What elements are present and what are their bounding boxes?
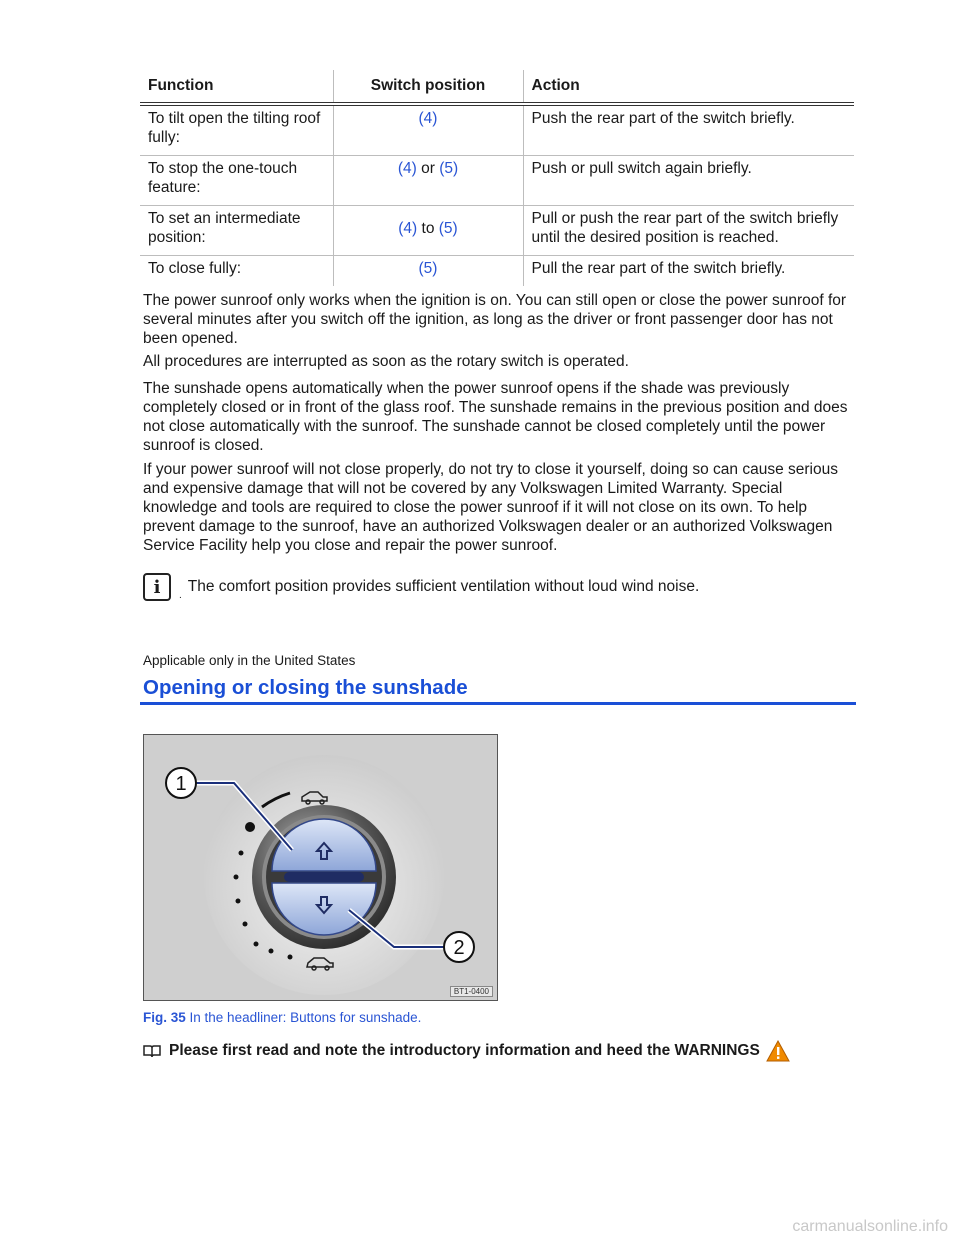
header-action: Action	[523, 70, 854, 104]
position-join: or	[416, 160, 440, 177]
cell-switch-position	[333, 256, 523, 287]
position-link[interactable]: (5)	[418, 260, 438, 277]
position-link[interactable]: (4)	[398, 219, 418, 237]
book-icon	[143, 1044, 161, 1058]
figure-caption-label: Fig. 35	[143, 1010, 186, 1025]
paragraph-sunshade: The sunshade opens automatically when the power sunroof opens if the shade was previously completely closed or in front of the glass roof. The sunshade remains in the previous position and does not close automatically with the sunroof. The sunshade cannot be closed completely until the power sunroof is closed.	[143, 380, 848, 454]
table-header-row	[140, 70, 854, 104]
figure-sunshade-buttons	[143, 734, 498, 1001]
switch-position-table	[140, 70, 854, 286]
paragraph-warranty: If your power sunroof will not close properly, do not try to close it yourself, doing so can cause serious and expensive damage that will not be covered by any Volkswagen Limited Warranty. Special knowledge and tools are required to close the power sunroof if it will not close on its own. To help prevent damage to the sunroof, have an authorized Volkswagen dealer or an authorized Volkswagen Service Facility help you close and repair the power sunroof.	[143, 461, 838, 554]
note-block	[143, 573, 699, 601]
cell-function: To close fully:	[148, 260, 242, 277]
position-link[interactable]: (4)	[397, 160, 417, 177]
cell-switch-position	[333, 206, 523, 256]
sunshade-switch-illustration	[144, 735, 497, 1000]
warning-triangle-icon[interactable]	[766, 1040, 790, 1062]
table-row	[140, 206, 854, 256]
position-join: to	[417, 219, 439, 237]
note-text: The comfort position provides sufficient ventilation without loud wind noise.	[187, 578, 700, 595]
button-divider	[284, 872, 364, 882]
cell-action: Push or pull switch again briefly.	[523, 156, 854, 206]
applicability-label: Applicable only in the United States	[143, 653, 356, 668]
header-switch-position: Switch position	[333, 70, 523, 104]
table-row	[140, 156, 854, 206]
cell-switch-position	[333, 104, 523, 156]
table-row	[140, 256, 854, 287]
cell-action: Pull or push the rear part of the switch briefly until the desired position is reached.	[523, 206, 854, 256]
cell-function: To set an intermediate position:	[140, 206, 333, 256]
position-link[interactable]: (4)	[418, 110, 438, 127]
callout-label-2: 2	[453, 937, 465, 959]
figure-caption-text: In the headliner: Buttons for sunshade.	[189, 1010, 422, 1025]
cell-function: To stop the one-touch feature:	[140, 156, 333, 206]
paragraph-interrupted: All procedures are interrupted as soon as the rotary switch is operated.	[143, 353, 629, 370]
callout-label-1: 1	[175, 773, 187, 795]
title-underline	[140, 702, 856, 705]
table-row	[140, 104, 854, 156]
position-link[interactable]: (5)	[439, 160, 459, 177]
site-watermark: carmanualsonline.info	[792, 1218, 948, 1235]
paragraph-ignition: The power sunroof only works when the ignition is on. You can still open or close the power sunroof for several minutes after you switch off the ignition, as long as the driver or front passenger door has not been opened.	[143, 292, 847, 347]
section-title: Opening or closing the sunshade	[143, 676, 468, 699]
figure-id: BT1-0400	[450, 986, 493, 997]
cell-switch-position	[333, 156, 523, 206]
figure-caption	[143, 1010, 421, 1025]
info-icon: i	[143, 573, 171, 601]
note-dot: .	[179, 590, 182, 601]
cell-action: Push the rear part of the switch briefly.	[523, 104, 854, 156]
header-function: Function	[140, 70, 333, 104]
read-warnings-line	[143, 1040, 790, 1062]
cell-action: Pull the rear part of the switch briefly.	[523, 256, 854, 287]
cell-function: To tilt open the tilting roof fully:	[140, 104, 333, 156]
warnings-text: Please first read and note the introductory information and heed the WARNINGS	[169, 1042, 760, 1059]
position-link[interactable]: (5)	[438, 219, 458, 237]
